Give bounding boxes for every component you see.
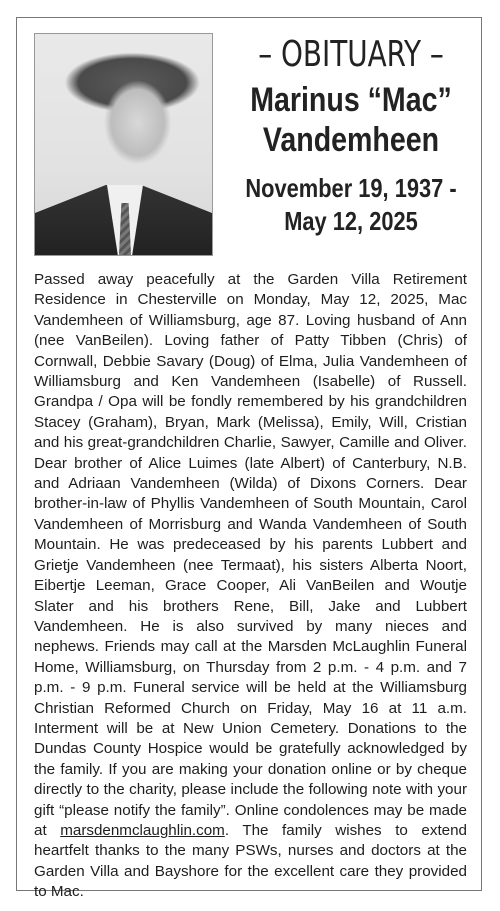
obituary-body — [34, 270, 467, 903]
life-dates-line1: November 19, 1937 - — [245, 173, 457, 203]
deceased-name-line2: Vandemheen — [262, 121, 440, 159]
obituary-notice — [16, 17, 482, 901]
section-kicker: – OBITUARY – — [258, 34, 444, 75]
portrait-photo — [34, 33, 213, 256]
condolences-link[interactable]: marsdenmclaughlin.com — [60, 821, 225, 839]
life-dates-line2: May 12, 2025 — [284, 206, 418, 236]
body-text-closing: . The family wishes to extend heartfelt thanks to the many PSWs, nurses and doctors at the Garden Villa and Bayshore for the excellent care they provided to Mac. — [34, 821, 468, 901]
notice-header — [222, 30, 480, 238]
body-text-main: Passed away peacefully at the Garden Villa Retirement Residence in Chesterville on Monday, May 12, 2025, Mac Vandemheen of Williamsburg, age 87. Loving husband of Ann (nee VanBeilen). Loving father of Patty Tibben (Chris) of Cornwall, Debbie Savary (Doug) of Elma, Julia Vandemheen of Williamsburg and Ken Vandemheen (Isabelle) of Russell. Grandpa / Opa will be fondly remembered by his grandchildren Stacey (Graham), Bryan, Mark (Melissa), Emily, Will, Cristian and his great-grandchildren Charlie, Sawyer, Camille and Oliver. Dear brother of Alice Luimes (late Albert) of Canterbury, N.B. and Adriaan Vandemheen (Wilda) of Dixons Corners. Dear brother-in-law of Phyllis Vandemheen of South Mountain, Carol Vandemheen of Morrisburg and Wanda Vandemheen of South Mountain. He was predeceased by his parents Lubbert and Grietje Vandemheen (nee Termaat), his sisters Alberta Noort, Eibertje Leeman, Grace Cooper, Ali VanBeilen and Woutje Slater and his brothers Rene, Bill, Jake and Lubbert Vandemheen. He is also survived by many nieces and nephews. Friends may call at the Marsden McLaughlin Funeral Home, Williamsburg, on Thursday from 2 p.m. - 4 p.m. and 7 p.m. - 9 p.m. Funeral service will be held at the Williamsburg Christian Reformed Church on Friday, May 16 at 11 a.m. Interment will be at New Union Cemetery. Donations to the Dundas County Hospice would be gratefully acknowledged by the family. If you are making your donation online or by cheque directly to the charity, please include the following note with your gift “please notify the family”. Online condolences may be made at — [34, 271, 467, 839]
deceased-name-line1: Marinus “Mac” — [250, 81, 452, 119]
